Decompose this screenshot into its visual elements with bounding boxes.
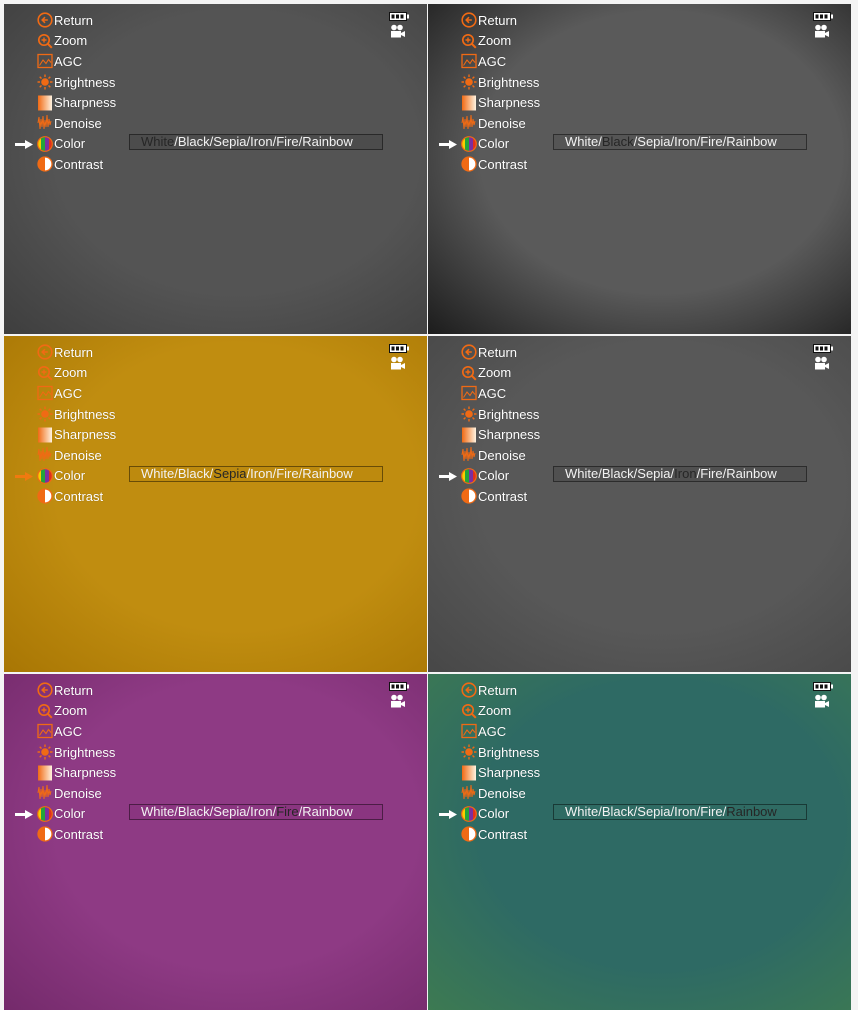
menu-item-sharpness[interactable] xyxy=(37,762,116,783)
contrast-icon xyxy=(461,826,477,842)
menu-item-label: Denoise xyxy=(54,447,102,463)
option-separator: / xyxy=(298,466,303,481)
selection-arrow-icon xyxy=(15,810,33,819)
menu-item-label: Contrast xyxy=(54,826,104,842)
menu-item-brightness[interactable] xyxy=(37,404,116,425)
menu-item-label: Contrast xyxy=(54,156,104,172)
menu-item-label: Zoom xyxy=(478,703,512,719)
settings-menu xyxy=(461,342,540,507)
color-option-white[interactable]: White xyxy=(565,466,599,481)
contrast-icon xyxy=(37,488,53,504)
menu-item-label: Zoom xyxy=(54,33,88,49)
menu-item-zoom[interactable] xyxy=(37,701,116,722)
option-separator: / xyxy=(246,466,251,481)
menu-item-label: Denoise xyxy=(54,785,102,801)
menu-item-label: Contrast xyxy=(478,488,528,504)
agc-icon xyxy=(37,385,53,401)
color-option-fire[interactable]: Fire xyxy=(276,134,299,149)
menu-item-sharpness[interactable] xyxy=(37,92,116,113)
menu-item-label: Brightness xyxy=(54,74,116,90)
option-separator: / xyxy=(598,804,602,819)
battery-icon xyxy=(813,12,833,21)
video-camera-icon xyxy=(390,356,406,370)
option-separator: / xyxy=(722,134,727,149)
color-option-white[interactable]: White xyxy=(141,134,175,149)
menu-item-label: Color xyxy=(478,468,510,484)
color-option-rainbow[interactable]: Rainbow xyxy=(302,804,353,819)
menu-item-color[interactable] xyxy=(461,134,540,155)
color-option-white[interactable]: White xyxy=(565,134,599,149)
menu-item-label: Return xyxy=(478,682,518,698)
option-separator: / xyxy=(272,466,277,481)
menu-item-label: Contrast xyxy=(54,488,104,504)
menu-item-label: Sharpness xyxy=(54,95,117,111)
menu-item-label: Color xyxy=(478,136,510,152)
menu-item-label: Zoom xyxy=(478,365,512,381)
color-option-iron[interactable]: Iron xyxy=(674,134,697,149)
video-camera-icon xyxy=(390,24,406,38)
menu-item-label: Denoise xyxy=(54,115,102,131)
menu-item-brightness[interactable] xyxy=(37,72,116,93)
menu-item-brightness[interactable] xyxy=(461,742,540,763)
option-separator: / xyxy=(670,134,675,149)
agc-icon xyxy=(461,385,477,401)
menu-item-label: Brightness xyxy=(478,74,540,90)
video-camera-icon xyxy=(390,694,406,708)
denoise-icon xyxy=(37,447,53,463)
thermal-screen-rainbow xyxy=(428,674,851,1010)
menu-item-label: AGC xyxy=(54,723,83,739)
menu-item-denoise[interactable] xyxy=(461,445,540,466)
color-option-sepia[interactable]: Sepia xyxy=(213,466,247,481)
color-option-sepia[interactable]: Sepia xyxy=(637,466,671,481)
denoise-icon xyxy=(37,115,53,131)
menu-item-label: Sharpness xyxy=(478,95,541,111)
color-icon xyxy=(461,806,477,822)
menu-item-label: Zoom xyxy=(478,33,512,49)
color-option-sepia[interactable]: Sepia xyxy=(213,134,247,149)
contrast-icon xyxy=(37,156,53,172)
menu-item-label: Denoise xyxy=(478,115,526,131)
return-icon xyxy=(37,12,53,28)
option-separator: / xyxy=(209,804,214,819)
selection-arrow-icon xyxy=(439,140,457,149)
menu-item-agc[interactable] xyxy=(461,51,540,72)
option-separator: / xyxy=(696,804,701,819)
menu-item-zoom[interactable] xyxy=(461,363,540,384)
menu-item-label: Sharpness xyxy=(478,765,541,781)
option-separator: / xyxy=(272,804,277,819)
option-separator: / xyxy=(598,466,602,481)
color-option-iron[interactable]: Iron xyxy=(250,804,273,819)
color-mode-selector[interactable] xyxy=(553,466,807,482)
menu-item-zoom[interactable] xyxy=(37,363,116,384)
color-option-black[interactable]: Black xyxy=(601,134,634,149)
menu-item-label: Sharpness xyxy=(478,427,541,443)
contrast-icon xyxy=(37,826,53,842)
menu-item-label: Return xyxy=(478,344,518,360)
selection-arrow-icon xyxy=(15,140,33,149)
menu-item-contrast[interactable] xyxy=(37,154,116,175)
menu-item-return[interactable] xyxy=(37,680,116,701)
color-option-iron[interactable]: Iron xyxy=(674,466,697,481)
agc-icon xyxy=(461,723,477,739)
menu-item-return[interactable] xyxy=(461,680,540,701)
menu-item-color[interactable] xyxy=(461,466,540,487)
menu-item-label: Brightness xyxy=(478,744,540,760)
selection-arrow-icon xyxy=(15,472,33,481)
settings-menu xyxy=(37,342,116,507)
battery-icon xyxy=(813,344,833,353)
menu-item-label: Contrast xyxy=(478,156,528,172)
option-separator: / xyxy=(174,804,178,819)
color-option-iron[interactable]: Iron xyxy=(250,466,273,481)
menu-item-sharpness[interactable] xyxy=(461,424,540,445)
menu-item-label: Color xyxy=(54,136,86,152)
settings-menu xyxy=(37,10,116,175)
menu-item-denoise[interactable] xyxy=(461,113,540,134)
denoise-icon xyxy=(461,115,477,131)
agc-icon xyxy=(37,723,53,739)
denoise-icon xyxy=(37,785,53,801)
color-icon xyxy=(461,468,477,484)
option-separator: / xyxy=(174,466,178,481)
color-option-black[interactable]: Black xyxy=(177,466,210,481)
menu-item-return[interactable] xyxy=(461,342,540,363)
option-separator: / xyxy=(209,134,214,149)
menu-item-return[interactable] xyxy=(37,10,116,31)
menu-item-label: AGC xyxy=(478,723,507,739)
color-mode-selector[interactable] xyxy=(553,804,807,820)
menu-item-denoise[interactable] xyxy=(37,113,116,134)
color-option-iron[interactable]: Iron xyxy=(250,134,273,149)
menu-item-return[interactable] xyxy=(461,10,540,31)
color-icon xyxy=(37,136,53,152)
menu-item-label: Brightness xyxy=(54,406,116,422)
agc-icon xyxy=(461,53,477,69)
color-mode-selector[interactable] xyxy=(129,134,383,150)
sharpness-icon xyxy=(461,765,477,781)
menu-item-label: Sharpness xyxy=(54,427,117,443)
option-separator: / xyxy=(246,804,251,819)
menu-item-sharpness[interactable] xyxy=(461,92,540,113)
battery-icon xyxy=(389,344,409,353)
menu-item-denoise[interactable] xyxy=(37,783,116,804)
option-separator: / xyxy=(696,466,701,481)
brightness-icon xyxy=(37,406,53,422)
zoom-icon xyxy=(37,365,53,381)
sharpness-icon xyxy=(37,95,53,111)
menu-item-label: Return xyxy=(54,682,94,698)
return-icon xyxy=(461,344,477,360)
menu-item-label: Zoom xyxy=(54,365,88,381)
menu-item-brightness[interactable] xyxy=(461,72,540,93)
menu-item-label: Brightness xyxy=(478,406,540,422)
color-icon xyxy=(461,136,477,152)
sharpness-icon xyxy=(37,427,53,443)
menu-item-return[interactable] xyxy=(37,342,116,363)
battery-icon xyxy=(389,12,409,21)
denoise-icon xyxy=(461,447,477,463)
option-separator: / xyxy=(272,134,277,149)
color-option-sepia[interactable]: Sepia xyxy=(637,804,671,819)
color-option-white[interactable]: White xyxy=(565,804,599,819)
menu-item-contrast[interactable] xyxy=(461,824,540,845)
color-option-black[interactable]: Black xyxy=(177,804,210,819)
brightness-icon xyxy=(37,74,53,90)
brightness-icon xyxy=(461,744,477,760)
menu-item-label: AGC xyxy=(54,53,83,69)
menu-item-label: AGC xyxy=(54,385,83,401)
color-option-rainbow[interactable]: Rainbow xyxy=(726,466,777,481)
battery-icon xyxy=(389,682,409,691)
menu-item-label: Color xyxy=(54,806,86,822)
zoom-icon xyxy=(37,703,53,719)
menu-item-agc[interactable] xyxy=(37,721,116,742)
color-option-rainbow[interactable]: Rainbow xyxy=(726,804,777,819)
return-icon xyxy=(37,344,53,360)
menu-item-color[interactable] xyxy=(461,804,540,825)
menu-item-color[interactable] xyxy=(37,134,116,155)
settings-menu xyxy=(461,680,540,845)
menu-item-agc[interactable] xyxy=(461,383,540,404)
menu-item-label: Brightness xyxy=(54,744,116,760)
menu-item-agc[interactable] xyxy=(461,721,540,742)
color-option-black[interactable]: Black xyxy=(177,134,210,149)
menu-item-zoom[interactable] xyxy=(461,701,540,722)
contrast-icon xyxy=(461,488,477,504)
color-option-sepia[interactable]: Sepia xyxy=(637,134,671,149)
color-option-black[interactable]: Black xyxy=(601,466,634,481)
menu-item-zoom[interactable] xyxy=(461,31,540,52)
menu-item-denoise[interactable] xyxy=(37,445,116,466)
color-option-fire[interactable]: Fire xyxy=(700,466,723,481)
color-icon xyxy=(37,468,53,484)
option-separator: / xyxy=(174,134,178,149)
option-separator: / xyxy=(246,134,251,149)
color-option-black[interactable]: Black xyxy=(601,804,634,819)
option-separator: / xyxy=(696,134,701,149)
video-camera-icon xyxy=(814,24,830,38)
zoom-icon xyxy=(461,33,477,49)
option-separator: / xyxy=(598,134,602,149)
option-separator: / xyxy=(209,466,214,481)
settings-menu xyxy=(37,680,116,845)
agc-icon xyxy=(37,53,53,69)
option-separator: / xyxy=(722,804,727,819)
menu-item-sharpness[interactable] xyxy=(461,762,540,783)
color-option-fire[interactable]: Fire xyxy=(700,134,723,149)
selection-arrow-icon xyxy=(439,472,457,481)
menu-item-brightness[interactable] xyxy=(37,742,116,763)
return-icon xyxy=(461,12,477,28)
menu-item-denoise[interactable] xyxy=(461,783,540,804)
return-icon xyxy=(461,682,477,698)
thermal-screen-sepia xyxy=(4,336,427,672)
option-separator: / xyxy=(298,134,303,149)
sharpness-icon xyxy=(461,427,477,443)
menu-item-sharpness[interactable] xyxy=(37,424,116,445)
settings-menu xyxy=(461,10,540,175)
color-icon xyxy=(37,806,53,822)
option-separator: / xyxy=(298,804,303,819)
menu-item-color[interactable] xyxy=(37,466,116,487)
brightness-icon xyxy=(37,744,53,760)
brightness-icon xyxy=(461,406,477,422)
menu-item-contrast[interactable] xyxy=(37,824,116,845)
color-option-white[interactable]: White xyxy=(141,804,175,819)
selection-arrow-icon xyxy=(439,810,457,819)
menu-item-label: Return xyxy=(54,12,94,28)
menu-item-label: Denoise xyxy=(478,447,526,463)
sharpness-icon xyxy=(37,765,53,781)
menu-item-label: Color xyxy=(54,468,86,484)
option-separator: / xyxy=(670,466,675,481)
color-option-white[interactable]: White xyxy=(141,466,175,481)
thermal-screen-fire xyxy=(4,674,427,1010)
color-mode-selector[interactable] xyxy=(553,134,807,150)
menu-item-agc[interactable] xyxy=(37,383,116,404)
thermal-screen-black xyxy=(428,4,851,334)
contrast-icon xyxy=(461,156,477,172)
thermal-screen-white xyxy=(4,4,427,334)
color-option-rainbow[interactable]: Rainbow xyxy=(302,466,353,481)
option-separator: / xyxy=(633,804,638,819)
menu-item-label: AGC xyxy=(478,385,507,401)
zoom-icon xyxy=(461,365,477,381)
zoom-icon xyxy=(37,33,53,49)
menu-item-label: Zoom xyxy=(54,703,88,719)
color-option-fire[interactable]: Fire xyxy=(276,804,299,819)
color-mode-selector[interactable] xyxy=(129,466,383,482)
menu-item-label: AGC xyxy=(478,53,507,69)
zoom-icon xyxy=(461,703,477,719)
menu-item-contrast[interactable] xyxy=(37,486,116,507)
menu-item-contrast[interactable] xyxy=(461,154,540,175)
color-option-iron[interactable]: Iron xyxy=(674,804,697,819)
color-option-fire[interactable]: Fire xyxy=(700,804,723,819)
color-option-rainbow[interactable]: Rainbow xyxy=(726,134,777,149)
menu-item-agc[interactable] xyxy=(37,51,116,72)
video-camera-icon xyxy=(814,356,830,370)
color-option-fire[interactable]: Fire xyxy=(276,466,299,481)
thermal-screen-iron xyxy=(428,336,851,672)
menu-item-label: Color xyxy=(478,806,510,822)
menu-item-label: Return xyxy=(54,344,94,360)
option-separator: / xyxy=(670,804,675,819)
color-option-rainbow[interactable]: Rainbow xyxy=(302,134,353,149)
denoise-icon xyxy=(461,785,477,801)
menu-item-label: Contrast xyxy=(478,826,528,842)
menu-item-label: Denoise xyxy=(478,785,526,801)
menu-item-brightness[interactable] xyxy=(461,404,540,425)
option-separator: / xyxy=(633,134,638,149)
color-option-sepia[interactable]: Sepia xyxy=(213,804,247,819)
menu-item-label: Sharpness xyxy=(54,765,117,781)
menu-item-label: Return xyxy=(478,12,518,28)
brightness-icon xyxy=(461,74,477,90)
menu-item-zoom[interactable] xyxy=(37,31,116,52)
option-separator: / xyxy=(722,466,727,481)
option-separator: / xyxy=(633,466,638,481)
menu-item-contrast[interactable] xyxy=(461,486,540,507)
menu-item-color[interactable] xyxy=(37,804,116,825)
video-camera-icon xyxy=(814,694,830,708)
sharpness-icon xyxy=(461,95,477,111)
return-icon xyxy=(37,682,53,698)
color-mode-selector[interactable] xyxy=(129,804,383,820)
battery-icon xyxy=(813,682,833,691)
